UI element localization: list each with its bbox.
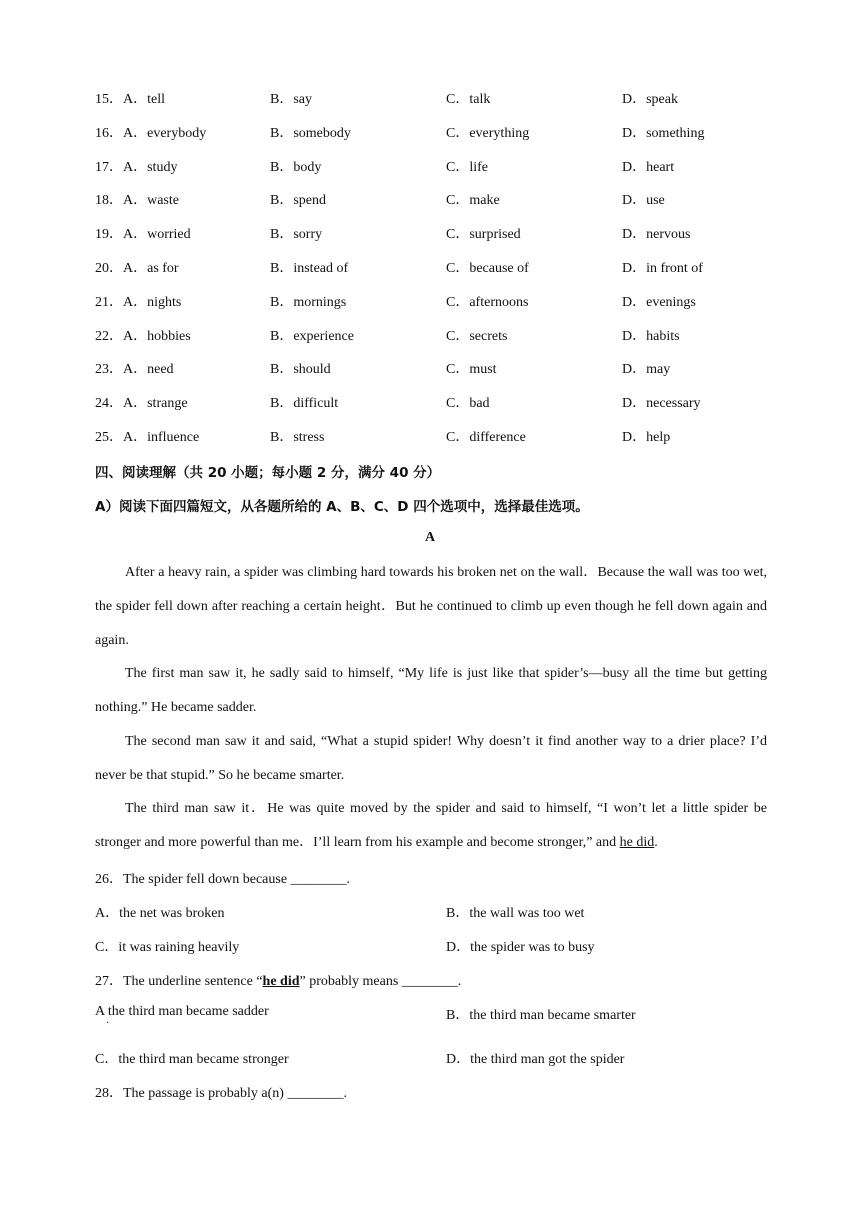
stray-dot-mark: · bbox=[106, 1018, 110, 1029]
option-d[interactable]: D．something bbox=[622, 125, 705, 141]
option-a[interactable]: 16．A．everybody bbox=[95, 125, 207, 141]
option-a[interactable]: 15．A．tell bbox=[95, 92, 165, 107]
option-d[interactable]: D．use bbox=[622, 193, 665, 209]
q27-option-a[interactable]: A the third man became sadder bbox=[95, 1004, 269, 1019]
q27-option-d[interactable]: D．the third man got the spider bbox=[446, 1052, 625, 1067]
option-c[interactable]: C．afternoons bbox=[446, 294, 529, 310]
option-d[interactable]: D．help bbox=[622, 430, 671, 445]
option-b[interactable]: B．stress bbox=[270, 430, 325, 445]
option-b[interactable]: B．spend bbox=[270, 193, 326, 209]
q27-option-c[interactable]: C．the third man became stronger bbox=[95, 1052, 289, 1067]
option-d[interactable]: D．in front of bbox=[622, 261, 703, 276]
option-d[interactable]: D．habits bbox=[622, 328, 680, 344]
option-row bbox=[95, 158, 795, 178]
underlined-phrase: he did bbox=[619, 834, 655, 850]
passage-paragraph-1: After a heavy rain, a spider was climbing hard towards his broken net on the wall．Because the wall was too wet, the spider fell down after reaching a certain height．But he continued to climb up even though he fell down again and again. bbox=[95, 565, 767, 648]
option-a[interactable]: 18．A．waste bbox=[95, 193, 179, 209]
option-c[interactable]: C．must bbox=[446, 362, 497, 378]
option-b[interactable]: B．experience bbox=[270, 328, 354, 344]
option-a[interactable]: 24．A．strange bbox=[95, 396, 188, 412]
option-d[interactable]: D．necessary bbox=[622, 396, 701, 412]
option-b[interactable]: B．should bbox=[270, 362, 331, 378]
option-a[interactable]: 22．A．hobbies bbox=[95, 328, 191, 344]
option-b[interactable]: B．difficult bbox=[270, 396, 339, 412]
option-row bbox=[95, 191, 795, 211]
option-b[interactable]: B．say bbox=[270, 92, 312, 107]
option-c[interactable]: C．secrets bbox=[446, 328, 508, 344]
option-row bbox=[95, 90, 795, 110]
question-number: 24． bbox=[95, 396, 123, 412]
question-number: 18． bbox=[95, 193, 123, 209]
option-d[interactable]: D．nervous bbox=[622, 227, 691, 243]
option-c[interactable]: C．everything bbox=[446, 125, 530, 141]
question-27-stem: 27．The underline sentence “he did” probably means ________. bbox=[95, 974, 462, 989]
q27-option-b[interactable]: B．the third man became smarter bbox=[446, 1008, 636, 1023]
option-d[interactable]: D．evenings bbox=[622, 294, 696, 310]
option-c[interactable]: C．life bbox=[446, 159, 488, 175]
passage-paragraph-4: The third man saw it．He was quite moved by the spider and said to himself, “I won’t let a little spider be stronger and more powerful than me．I’ll learn from his example and become stronger,” and he did. bbox=[95, 801, 767, 850]
question-number: 16． bbox=[95, 125, 123, 141]
q26-option-b[interactable]: B．the wall was too wet bbox=[446, 906, 585, 921]
option-row bbox=[95, 394, 795, 414]
section-instruction: A）阅读下面四篇短文，从各题所给的 A、B、C、D 四个选项中，选择最佳选项。 bbox=[95, 499, 589, 515]
option-row bbox=[95, 428, 795, 448]
option-b[interactable]: B．sorry bbox=[270, 227, 323, 243]
question-number: 21． bbox=[95, 294, 123, 310]
option-c[interactable]: C．bad bbox=[446, 396, 490, 412]
option-c[interactable]: C．difference bbox=[446, 430, 526, 445]
option-a[interactable]: 23．A．need bbox=[95, 362, 174, 378]
question-number: 15． bbox=[95, 92, 123, 107]
q26-option-c[interactable]: C．it was raining heavily bbox=[95, 940, 240, 955]
passage-paragraph-2: The first man saw it, he sadly said to himself, “My life is just like that spider’s—busy all the time but getting nothing.” He became sadder. bbox=[95, 666, 767, 715]
option-d[interactable]: D．speak bbox=[622, 92, 678, 107]
option-row bbox=[95, 293, 795, 313]
option-row bbox=[95, 360, 795, 380]
option-row bbox=[95, 327, 795, 347]
question-number: 23． bbox=[95, 362, 123, 378]
question-26-stem: 26．The spider fell down because ________. bbox=[95, 872, 351, 887]
passage-paragraph-3: The second man saw it and said, “What a stupid spider! Why doesn’t it find another way to a drier place? I’d never be that stupid.” So he became smarter. bbox=[95, 734, 767, 783]
option-a[interactable]: 17．A．study bbox=[95, 159, 178, 175]
option-b[interactable]: B．body bbox=[270, 159, 322, 175]
question-number: 17． bbox=[95, 159, 123, 175]
option-b[interactable]: B．mornings bbox=[270, 294, 347, 310]
option-row bbox=[95, 259, 795, 279]
question-number: 20． bbox=[95, 261, 123, 276]
option-c[interactable]: C．surprised bbox=[446, 227, 521, 243]
option-b[interactable]: B．instead of bbox=[270, 261, 349, 276]
option-row bbox=[95, 124, 795, 144]
option-b[interactable]: B．somebody bbox=[270, 125, 351, 141]
option-d[interactable]: D．heart bbox=[622, 159, 675, 175]
option-c[interactable]: C．make bbox=[446, 193, 500, 209]
option-a[interactable]: 19．A．worried bbox=[95, 227, 191, 243]
option-c[interactable]: C．because of bbox=[446, 261, 529, 276]
option-a[interactable]: 20．A．as for bbox=[95, 261, 179, 276]
option-a[interactable]: 25．A．influence bbox=[95, 430, 200, 445]
option-a[interactable]: 21．A．nights bbox=[95, 294, 182, 310]
question-number: 22． bbox=[95, 328, 123, 344]
question-number: 19． bbox=[95, 227, 123, 243]
option-d[interactable]: D．may bbox=[622, 362, 671, 378]
q26-option-a[interactable]: A．the net was broken bbox=[95, 906, 225, 921]
q26-option-d[interactable]: D．the spider was to busy bbox=[446, 940, 595, 955]
underlined-bold-phrase: he did bbox=[262, 974, 300, 989]
section-title: 四、阅读理解（共 20 小题；每小题 2 分，满分 40 分） bbox=[95, 465, 441, 481]
passage-label: A bbox=[424, 530, 436, 545]
question-number: 25． bbox=[95, 430, 123, 445]
option-c[interactable]: C．talk bbox=[446, 92, 491, 107]
question-28-stem: 28．The passage is probably a(n) ________. bbox=[95, 1086, 347, 1101]
option-row bbox=[95, 225, 795, 245]
